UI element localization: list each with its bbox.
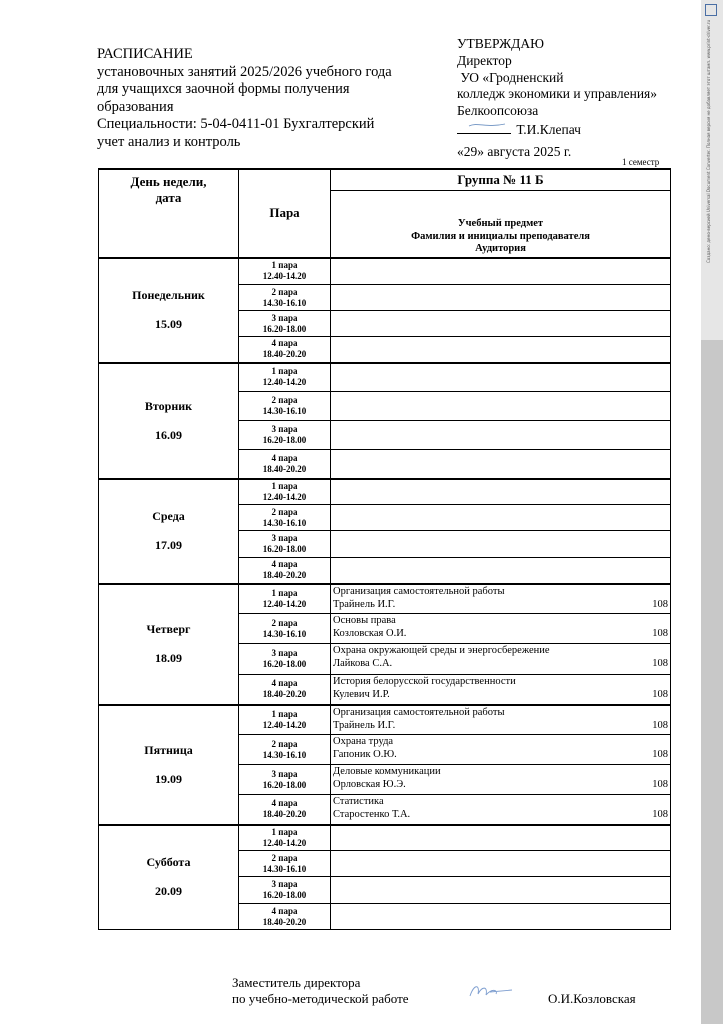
para-cell bbox=[239, 450, 331, 479]
footer-position: Заместитель директора bbox=[232, 975, 361, 990]
lesson-cell bbox=[331, 479, 671, 505]
para-time: 14.30-16.10 bbox=[262, 297, 307, 308]
para-number: 1 пара bbox=[271, 480, 298, 491]
para-time: 12.40-14.20 bbox=[262, 598, 307, 609]
footer-name: О.И.Козловская bbox=[548, 991, 636, 1006]
lesson-cell bbox=[331, 904, 671, 930]
lesson-room: 108 bbox=[652, 749, 668, 760]
schedule-title-block bbox=[97, 46, 427, 151]
para-number: 1 пара bbox=[271, 708, 298, 719]
para-time: 12.40-14.20 bbox=[262, 491, 307, 502]
footer-signatory bbox=[232, 975, 409, 1007]
para-cell bbox=[239, 644, 331, 675]
lesson-details bbox=[333, 627, 670, 640]
day-date: 19.09 bbox=[155, 771, 182, 786]
signer-name: Т.И.Клепач bbox=[516, 121, 581, 137]
lesson-teacher: Кулевич И.Р. bbox=[333, 689, 390, 700]
day-date: 18.09 bbox=[155, 651, 182, 665]
footer-signature-icon bbox=[466, 980, 516, 1002]
para-cell bbox=[239, 285, 331, 311]
lesson-details bbox=[333, 808, 670, 821]
para-number: 1 пара bbox=[271, 826, 298, 837]
para-cell bbox=[239, 735, 331, 765]
lesson-cell bbox=[331, 877, 671, 904]
org-line: УО «Гродненский bbox=[457, 69, 564, 85]
day-cell bbox=[99, 825, 239, 930]
lesson-subject: Деловые коммуникации bbox=[333, 766, 441, 777]
signature-underline bbox=[457, 123, 511, 134]
lesson-cell bbox=[331, 795, 671, 825]
sidebar-strip bbox=[701, 340, 723, 1024]
para-cell bbox=[239, 614, 331, 644]
lesson-room: 108 bbox=[652, 719, 668, 731]
header-date-label: дата bbox=[155, 190, 182, 205]
lesson-details bbox=[333, 657, 670, 670]
para-number: 3 пара bbox=[271, 312, 298, 323]
para-number: 3 пара bbox=[271, 768, 298, 779]
lesson-cell bbox=[331, 258, 671, 285]
lesson-subject: Основы права bbox=[333, 615, 396, 626]
day-cell bbox=[99, 258, 239, 363]
lesson-room: 108 bbox=[652, 598, 668, 610]
lesson-teacher: Гапоник О.Ю. bbox=[333, 749, 397, 760]
lesson-cell bbox=[331, 851, 671, 877]
lesson-subject: История белорусской государственности bbox=[333, 676, 516, 687]
title: РАСПИСАНИЕ bbox=[97, 46, 193, 62]
lesson-cell bbox=[331, 337, 671, 363]
para-time: 12.40-14.20 bbox=[262, 377, 307, 388]
para-cell bbox=[239, 904, 331, 930]
para-number: 2 пара bbox=[271, 617, 298, 628]
day-name: Четверг bbox=[146, 622, 191, 636]
converter-logo-icon bbox=[705, 4, 717, 16]
para-cell bbox=[239, 363, 331, 392]
para-time: 16.20-18.00 bbox=[262, 779, 307, 790]
header-para: Пара bbox=[239, 169, 331, 258]
lesson-cell bbox=[331, 531, 671, 558]
specialty-line: Специальности: 5-04-0411-01 Бухгалтерский bbox=[97, 116, 375, 132]
subtitle-line: установочных занятий 2025/2026 учебного года bbox=[97, 63, 392, 80]
day-date: 20.09 bbox=[155, 884, 182, 899]
lesson-cell bbox=[331, 825, 671, 851]
lesson-room: 108 bbox=[652, 779, 668, 790]
para-number: 4 пара bbox=[271, 798, 298, 809]
lesson-cell bbox=[331, 450, 671, 479]
lesson-cell bbox=[331, 644, 671, 675]
lesson-teacher: Козловская О.И. bbox=[333, 628, 407, 639]
lesson-cell bbox=[331, 705, 671, 735]
subtitle-line: для учащихся заочной формы получения bbox=[97, 81, 350, 97]
header-room: Аудитория bbox=[475, 243, 526, 254]
para-time: 18.40-20.20 bbox=[262, 689, 307, 700]
para-time: 18.40-20.20 bbox=[262, 570, 307, 581]
para-cell bbox=[239, 705, 331, 735]
para-number: 4 пара bbox=[271, 338, 298, 349]
para-number: 3 пара bbox=[271, 533, 298, 543]
converter-stamp-sidebar bbox=[701, 0, 723, 1024]
para-cell bbox=[239, 258, 331, 285]
lesson-cell bbox=[331, 558, 671, 584]
day-cell bbox=[99, 705, 239, 825]
header-subject-info bbox=[331, 191, 671, 258]
day-name: Пятница bbox=[144, 742, 193, 757]
subtitle-line: образования bbox=[97, 98, 174, 115]
para-time: 14.30-16.10 bbox=[262, 628, 307, 639]
para-cell bbox=[239, 505, 331, 531]
approval-date: «29» августа 2025 г. bbox=[457, 143, 572, 159]
header-day bbox=[99, 169, 239, 258]
day-cell bbox=[99, 479, 239, 584]
lesson-room: 108 bbox=[652, 658, 668, 669]
para-cell bbox=[239, 392, 331, 421]
lesson-teacher: Лайкова С.А. bbox=[333, 658, 393, 669]
para-time: 18.40-20.20 bbox=[262, 916, 307, 927]
lesson-details bbox=[333, 688, 670, 701]
para-number: 3 пара bbox=[271, 879, 298, 889]
day-cell bbox=[99, 363, 239, 479]
para-time: 16.20-18.00 bbox=[262, 435, 307, 445]
para-time: 14.30-16.10 bbox=[262, 517, 307, 528]
para-number: 1 пара bbox=[271, 260, 298, 271]
para-time: 12.40-14.20 bbox=[262, 719, 307, 730]
para-time: 16.20-18.00 bbox=[262, 890, 307, 900]
day-date: 17.09 bbox=[155, 538, 182, 552]
para-number: 2 пара bbox=[271, 738, 298, 749]
specialty-line: учет анализ и контроль bbox=[97, 133, 241, 150]
lesson-cell bbox=[331, 614, 671, 644]
para-time: 14.30-16.10 bbox=[262, 749, 307, 760]
lesson-details bbox=[333, 719, 670, 732]
approver-position: Директор bbox=[457, 52, 512, 68]
header-teacher: Фамилия и инициалы преподавателя bbox=[411, 230, 590, 242]
para-number: 4 пара bbox=[271, 905, 298, 916]
para-number: 2 пара bbox=[271, 852, 298, 863]
para-number: 4 пара bbox=[271, 678, 298, 689]
para-number: 1 пара bbox=[271, 366, 298, 377]
lesson-teacher: Орловская Ю.Э. bbox=[333, 779, 406, 790]
lesson-details bbox=[333, 598, 670, 611]
para-time: 14.30-16.10 bbox=[262, 863, 307, 874]
para-number: 1 пара bbox=[271, 587, 298, 598]
para-cell bbox=[239, 765, 331, 795]
day-name: Среда bbox=[152, 509, 185, 523]
signature-line bbox=[457, 122, 697, 139]
converter-stamp-text: Создано: демо-версией Universal Document Converter. Полная версия не добавляет этот штамп. www.print-driver.ru bbox=[706, 20, 711, 263]
org-line: Белкоопсоюза bbox=[457, 103, 539, 119]
para-time: 16.20-18.00 bbox=[262, 659, 307, 669]
para-number: 2 пара bbox=[271, 286, 298, 297]
para-cell bbox=[239, 877, 331, 904]
org-line: колледж экономики и управления» bbox=[457, 86, 658, 102]
para-cell bbox=[239, 479, 331, 505]
approve-heading: УТВЕРЖДАЮ bbox=[457, 36, 545, 51]
para-number: 2 пара bbox=[271, 395, 298, 405]
para-cell bbox=[239, 558, 331, 584]
para-cell bbox=[239, 311, 331, 337]
lesson-details bbox=[333, 748, 670, 761]
para-cell bbox=[239, 531, 331, 558]
para-time: 18.40-20.20 bbox=[262, 463, 307, 474]
day-date: 16.09 bbox=[155, 427, 182, 442]
para-number: 3 пара bbox=[271, 648, 298, 658]
lesson-cell bbox=[331, 675, 671, 705]
para-time: 18.40-20.20 bbox=[262, 349, 307, 360]
signature-scribble-icon bbox=[467, 121, 507, 129]
para-time: 14.30-16.10 bbox=[262, 406, 307, 416]
lesson-details bbox=[333, 778, 670, 791]
para-number: 3 пара bbox=[271, 424, 298, 434]
lesson-subject: Организация самостоятельной работы bbox=[333, 585, 505, 597]
approval-block bbox=[457, 36, 697, 161]
para-time: 18.40-20.20 bbox=[262, 809, 307, 820]
lesson-room: 108 bbox=[652, 689, 668, 700]
lesson-cell bbox=[331, 421, 671, 450]
para-time: 12.40-14.20 bbox=[262, 271, 307, 282]
lesson-cell bbox=[331, 285, 671, 311]
header-subject: Учебный предмет bbox=[457, 218, 544, 229]
lesson-cell bbox=[331, 311, 671, 337]
semester-label: 1 семестр bbox=[622, 157, 660, 167]
schedule-table bbox=[98, 168, 671, 930]
header-day-label: День недели, bbox=[130, 174, 207, 189]
lesson-subject: Охрана труда bbox=[333, 736, 394, 747]
lesson-cell bbox=[331, 584, 671, 614]
day-name: Понедельник bbox=[132, 288, 205, 302]
para-time: 12.40-14.20 bbox=[262, 837, 307, 848]
lesson-room: 108 bbox=[652, 809, 668, 820]
para-cell bbox=[239, 584, 331, 614]
header-group: Группа № 11 Б bbox=[331, 169, 671, 191]
lesson-subject: Статистика bbox=[333, 796, 384, 807]
lesson-cell bbox=[331, 735, 671, 765]
lesson-cell bbox=[331, 363, 671, 392]
para-cell bbox=[239, 825, 331, 851]
day-date: 15.09 bbox=[155, 317, 182, 331]
para-time: 16.20-18.00 bbox=[262, 544, 307, 554]
para-cell bbox=[239, 851, 331, 877]
para-time: 16.20-18.00 bbox=[262, 323, 307, 334]
para-cell bbox=[239, 337, 331, 363]
para-cell bbox=[239, 795, 331, 825]
para-cell bbox=[239, 675, 331, 705]
lesson-subject: Охрана окружающей среды и энергосбережение bbox=[333, 645, 550, 656]
lesson-teacher: Трайнель И.Г. bbox=[333, 598, 396, 610]
day-name: Суббота bbox=[146, 855, 191, 870]
lesson-cell bbox=[331, 765, 671, 795]
lesson-teacher: Трайнель И.Г. bbox=[333, 719, 396, 731]
day-cell bbox=[99, 584, 239, 705]
lesson-cell bbox=[331, 505, 671, 531]
para-number: 4 пара bbox=[271, 452, 298, 463]
para-cell bbox=[239, 421, 331, 450]
para-number: 4 пара bbox=[271, 559, 298, 570]
footer-position: по учебно-методической работе bbox=[232, 991, 409, 1006]
lesson-subject: Организация самостоятельной работы bbox=[333, 706, 505, 718]
lesson-teacher: Старостенко Т.А. bbox=[333, 809, 411, 820]
lesson-cell bbox=[331, 392, 671, 421]
lesson-room: 108 bbox=[652, 628, 668, 639]
day-name: Вторник bbox=[144, 398, 193, 413]
para-number: 2 пара bbox=[271, 506, 298, 517]
